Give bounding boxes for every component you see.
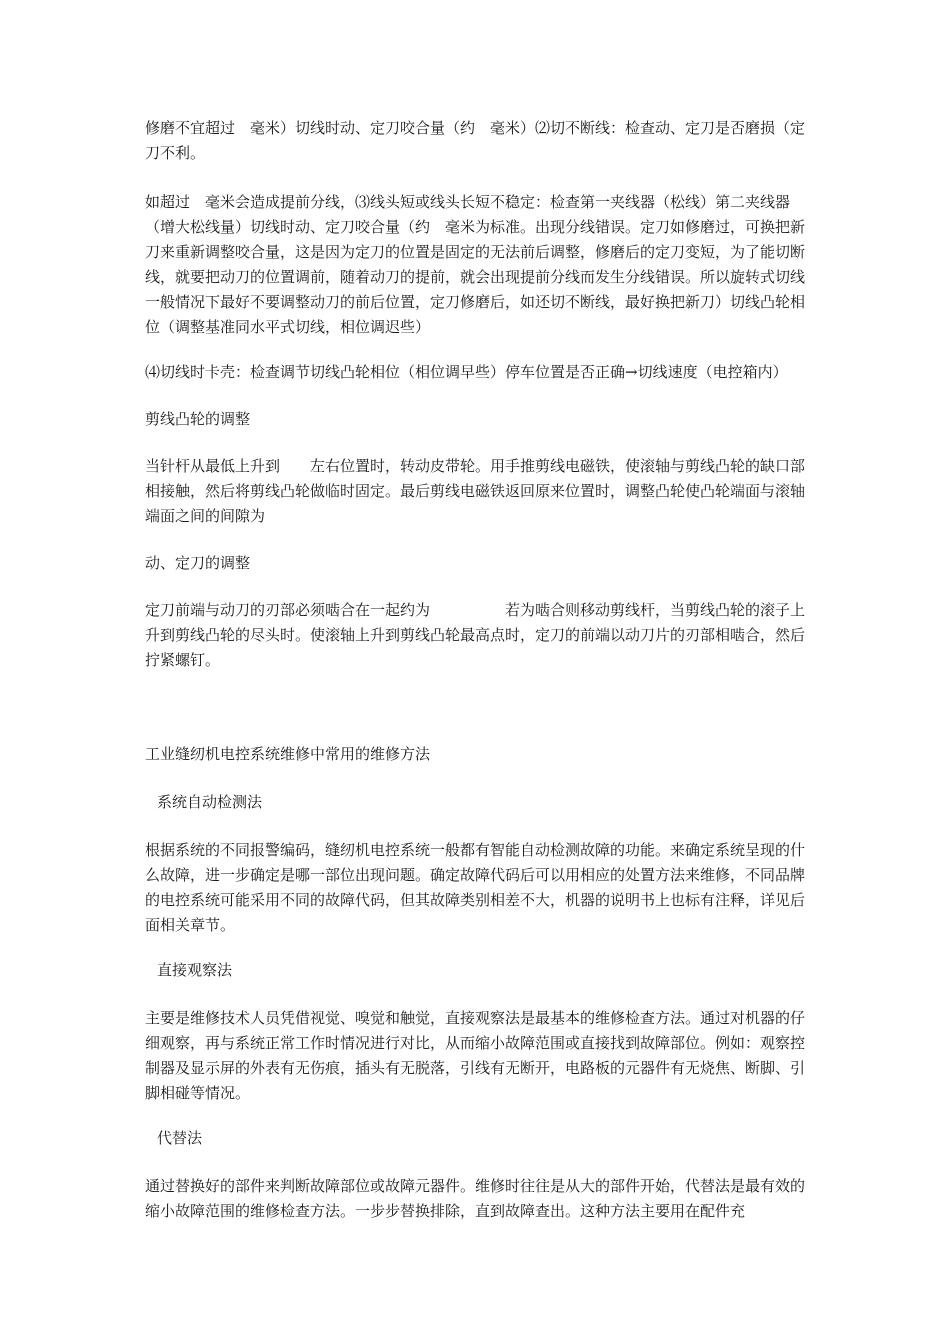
- heading-repair-methods: 工业缝纫机电控系统维修中常用的维修方法: [145, 745, 431, 763]
- paragraph-auto-detect: 根据系统的不同报警编码，缝纫机电控系统一般都有智能自动检测故障的功能。来确定系统呈现的什么故障，进一步确定是哪一部位出现问题。确定故障代码后可以用相应的处置方法来维修，不同品牌的电控系统可能采用不同的故障代码，但其故障类别相差不大，机器的说明书上也标有注释，详见后面相关章节。: [145, 841, 806, 934]
- heading-cam-adjustment: 剪线凸轮的调整: [145, 410, 251, 428]
- paragraph-cam-adjustment: 当针杆从最低上升到 左右位置时，转动皮带轮。用手推剪线电磁铁，使滚轴与剪线凸轮的缺口部相接触，然后将剪线凸轮做临时固定。最后剪线电磁铁返回原来位置时，调整凸轮使凸轮端面与滚轴端面之间的间隙为: [145, 457, 806, 525]
- paragraph-substitution: 通过替换好的部件来判断故障部位或故障元器件。维修时往往是从大的部件开始，代替法是最有效的缩小故障范围的维修检查方法。一步步替换排除，直到故障查出。这种方法主要用在配件充: [145, 1177, 806, 1220]
- paragraph-knife-adjustment: 定刀前端与动刀的刃部必须啮合在一起约为 若为啮合则移动剪线杆，当剪线凸轮的滚子上升到剪线凸轮的尽头时。使滚轴上升到剪线凸轮最高点时，定刀的前端以动刀片的刃部相啮合，然后拧紧螺钉。: [145, 601, 806, 669]
- paragraph-direct-observation: 主要是维修技术人员凭借视觉、嗅觉和触觉，直接观察法是最基本的维修检查方法。通过对机器的仔细观察，再与系统正常工作时情况进行对比，从而缩小故障范围或直接找到故障部位。例如：观察控制器及显示屏的外表有无伤痕，插头有无脱落，引线有无断开，电路板的元器件有无烧焦、断脚、引脚相碰等情况。: [145, 1009, 806, 1102]
- heading-knife-adjustment: 动、定刀的调整: [145, 554, 251, 572]
- heading-direct-observation: 直接观察法: [157, 961, 233, 979]
- paragraph-cutter-wear: 修磨不宜超过 毫米）切线时动、定刀咬合量（约 毫米）⑵切不断线：检查动、定刀是否磨损（定刀不利。: [145, 119, 806, 162]
- paragraph-cutter-jam: ⑷切线时卡壳：检查调节切线凸轮相位（相位调早些）停车位置是否正确→切线速度（电控箱内）: [145, 363, 788, 381]
- heading-substitution: 代替法: [157, 1129, 203, 1147]
- heading-auto-detect: 系统自动检测法: [157, 793, 263, 811]
- paragraph-thread-length: 如超过 毫米会造成提前分线，⑶线头短或线头长短不稳定：检查第一夹线器（松线）第二夹线器（增大松线量）切线时动、定刀咬合量（约 毫米为标准。出现分线错误。定刀如修磨过，可换把新刀来重新调整咬合量，这是因为定刀的位置是固定的无法前后调整，修磨后的定刀变短，为了能切断线，就要把动刀的位置调前，随着动刀的提前，就会出现提前分线而发生分线错误。所以旋转式切线一般情况下最好不要调整动刀的前后位置，定刀修磨后，如还切不断线，最好换把新刀）切线凸轮相位（调整基准同水平式切线，相位调迟些）: [145, 193, 806, 336]
